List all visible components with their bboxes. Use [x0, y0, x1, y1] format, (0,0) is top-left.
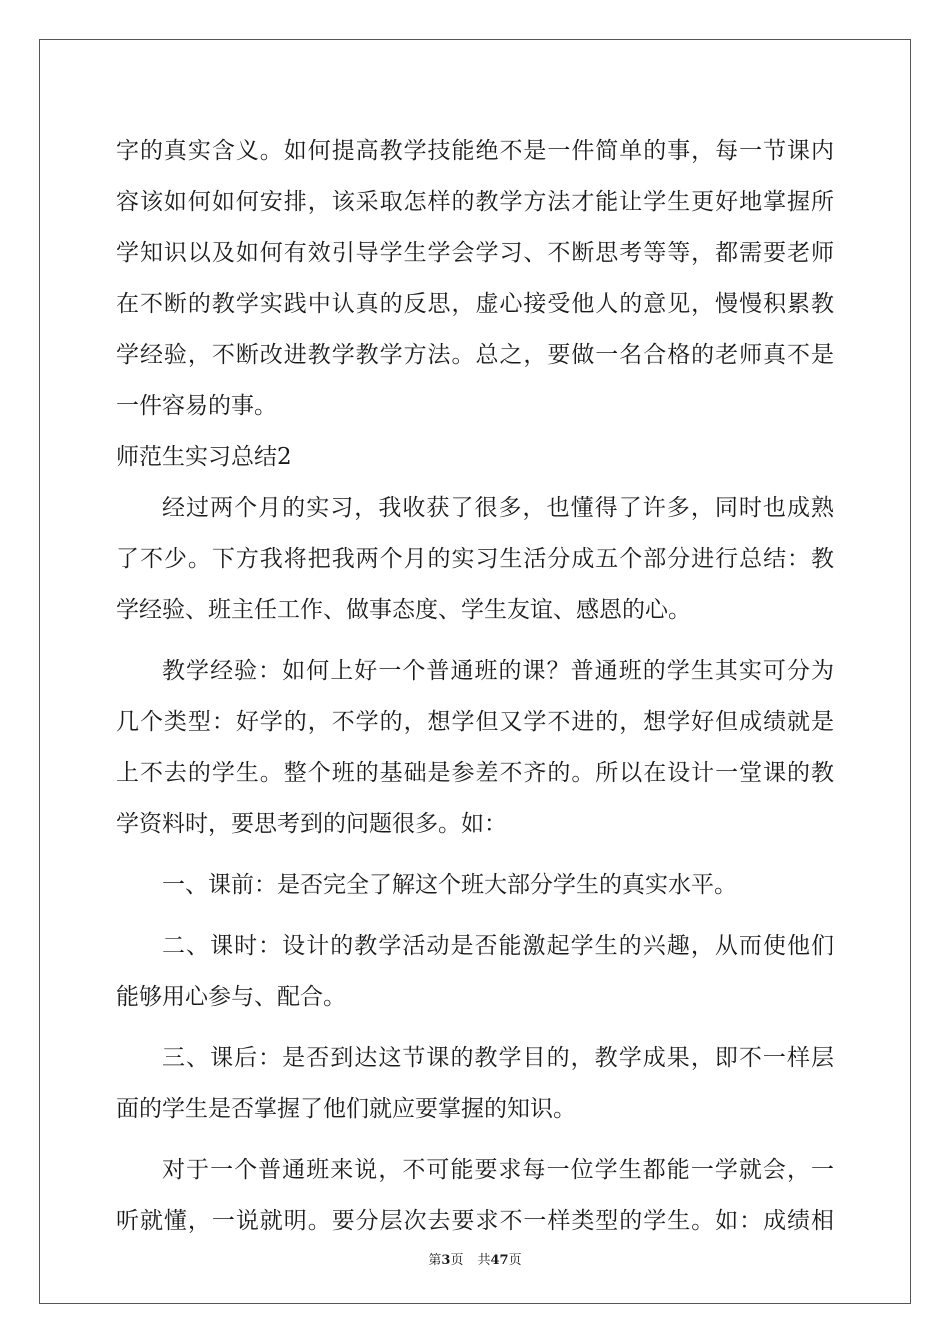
text-line: 学知识以及如何有效引导学生学会学习、不断思考等等，都需要老师 — [116, 240, 834, 266]
text-line: 二、课时：设计的教学活动是否能激起学生的兴趣，从而使他们 — [162, 933, 834, 959]
paragraph — [116, 921, 834, 1023]
page-suffix: 页 — [450, 1253, 464, 1268]
page-prefix: 第 — [428, 1253, 442, 1268]
text-line: 一件容易的事。 — [116, 393, 277, 419]
text-line: 能够用心参与、配合。 — [116, 984, 346, 1010]
page-footer — [0, 1249, 950, 1268]
total-suffix: 页 — [508, 1253, 522, 1268]
total-prefix: 共 — [477, 1253, 491, 1268]
text-line: 容该如何如何安排，该采取怎样的教学方法才能让学生更好地掌握所 — [116, 189, 834, 215]
text-line: 三、课后：是否到达这节课的教学目的，教学成果，即不一样层 — [162, 1045, 834, 1071]
document-body — [116, 126, 834, 1247]
text-line: 学经验，不断改进教学教学方法。总之，要做一名合格的老师真不是 — [116, 342, 834, 368]
text-line: 面的学生是否掌握了他们就应要掌握的知识。 — [116, 1096, 576, 1122]
section-heading: 师范生实习总结2 — [116, 444, 292, 470]
text-line: 在不断的教学实践中认真的反思，虚心接受他人的意见，慢慢积累教 — [116, 291, 834, 317]
text-line: 了不少。下方我将把我两个月的实习生活分成五个部分进行总结：教 — [116, 546, 834, 572]
text-line: 听就懂，一说就明。要分层次去要求不一样类型的学生。如：成绩相 — [116, 1208, 834, 1234]
text-line: 学资料时，要思考到的问题很多。如： — [116, 811, 507, 837]
paragraph — [116, 860, 834, 911]
paragraph — [116, 483, 834, 636]
page-number: 3 — [441, 1253, 451, 1268]
text-line: 对于一个普通班来说，不可能要求每一位学生都能一学就会，一 — [162, 1157, 834, 1183]
paragraph — [116, 126, 834, 432]
text-line: 经过两个月的实习，我收获了很多，也懂得了许多，同时也成熟 — [162, 495, 834, 521]
paragraph — [116, 646, 834, 850]
text-line: 几个类型：好学的，不学的，想学但又学不进的，想学好但成绩就是 — [116, 709, 834, 735]
total-pages: 47 — [490, 1253, 509, 1268]
text-line: 字的真实含义。如何提高教学技能绝不是一件简单的事，每一节课内 — [116, 138, 834, 164]
paragraph — [116, 1033, 834, 1135]
paragraph — [116, 1145, 834, 1247]
text-line: 教学经验：如何上好一个普通班的课？普通班的学生其实可分为 — [162, 658, 834, 684]
text-line: 上不去的学生。整个班的基础是参差不齐的。所以在设计一堂课的教 — [116, 760, 834, 786]
text-line: 学经验、班主任工作、做事态度、学生友谊、感恩的心。 — [116, 597, 691, 623]
text-line: 一、课前：是否完全了解这个班大部分学生的真实水平。 — [162, 872, 737, 898]
